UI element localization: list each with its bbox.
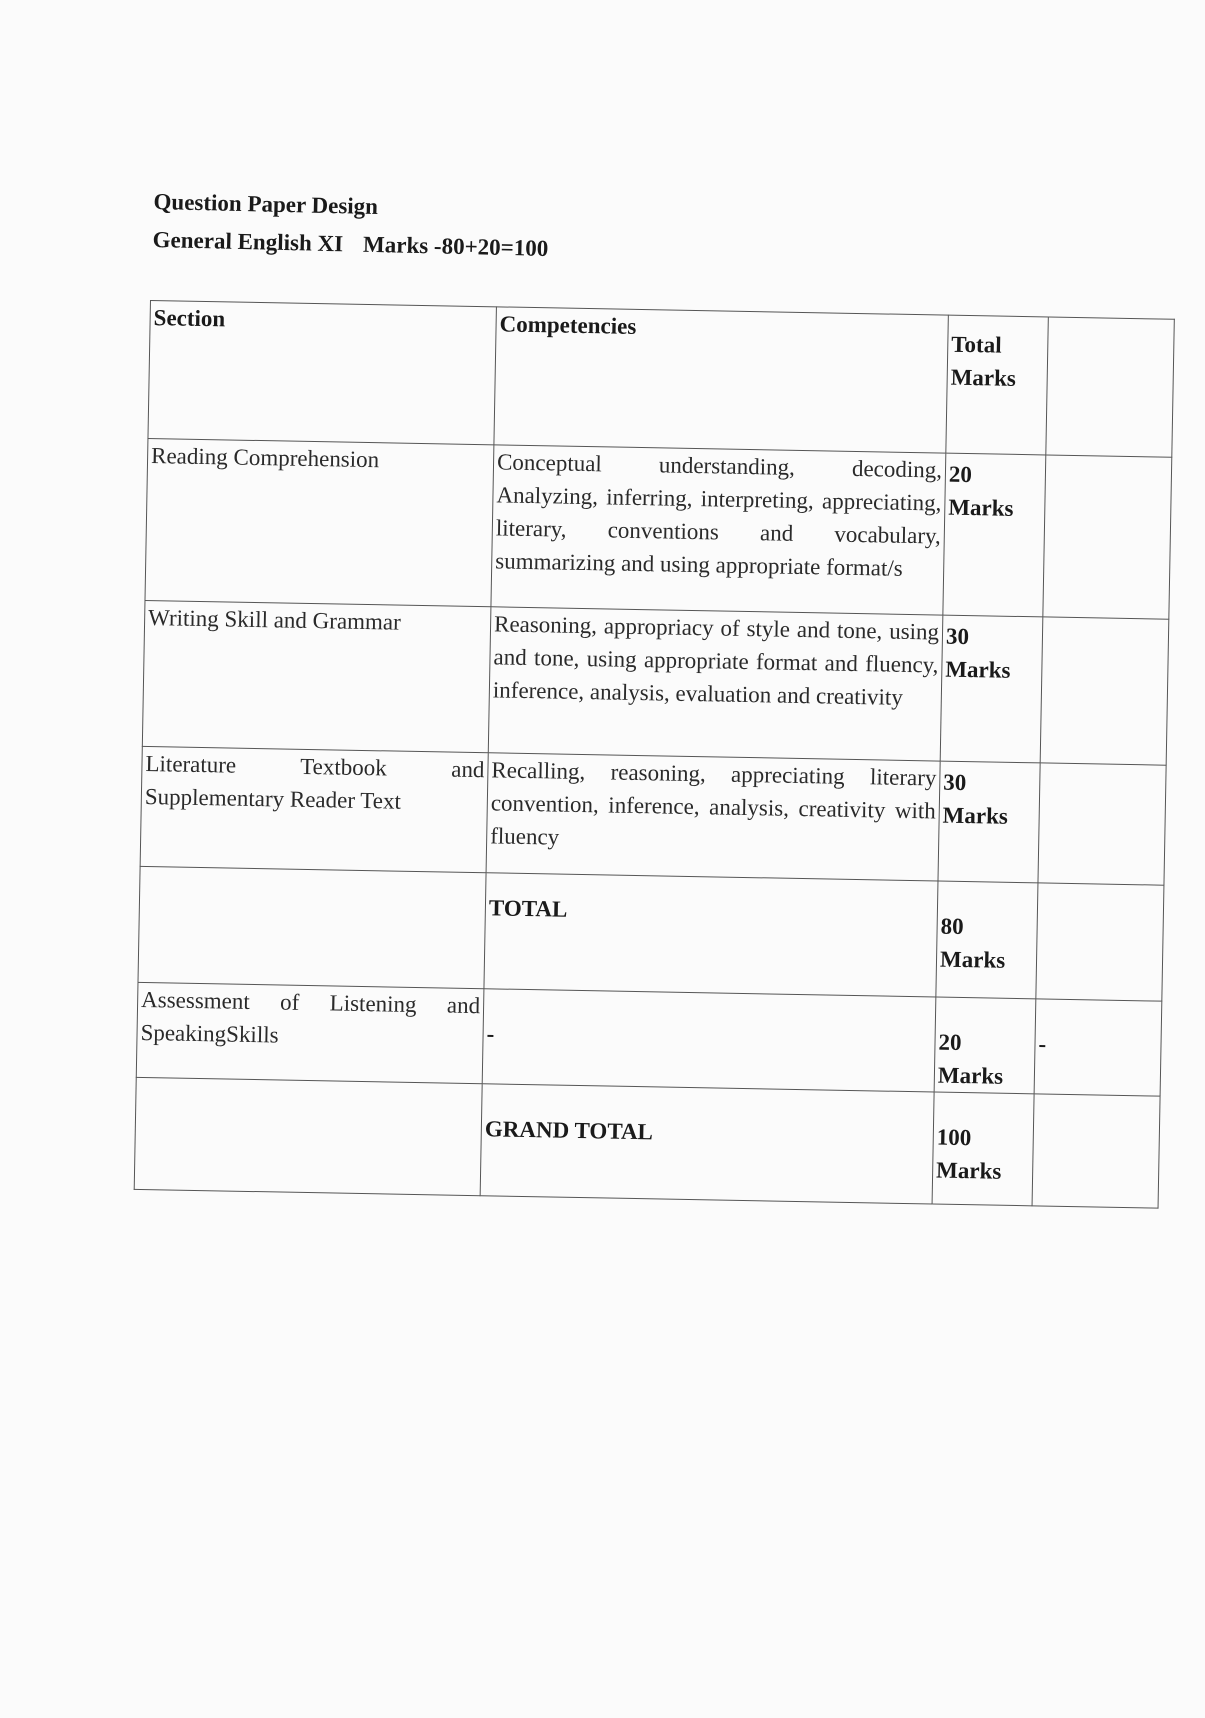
question-paper-table (134, 300, 1175, 1209)
row-grand-total-label: GRAND TOTAL (480, 1084, 934, 1204)
row-section (138, 866, 486, 988)
row-section: Reading Comprehension (145, 438, 494, 606)
row-extra (1043, 455, 1172, 619)
row-extra: - (1034, 999, 1162, 1096)
header-extra-cell (1046, 317, 1175, 457)
row-competencies: Conceptual understanding, decoding, Analyzing, inferring, interpreting, appreciating, literary, conventions and vocabulary, summarizing and using appropriate format/s (491, 445, 946, 615)
row-marks: 20 Marks (934, 997, 1036, 1094)
row-grand-total-marks: 100 Marks (932, 1092, 1034, 1206)
table-header-row (148, 301, 1174, 458)
document-title: Question Paper Design (153, 188, 379, 220)
row-section (134, 1077, 482, 1195)
row-marks: 20 Marks (943, 453, 1046, 617)
row-marks: 30 Marks (938, 761, 1040, 883)
marks-summary: Marks -80+20=100 (362, 231, 549, 261)
subject-line (152, 221, 548, 268)
table-row (142, 600, 1169, 765)
table-row (145, 438, 1172, 619)
document-heading (152, 183, 549, 268)
row-extra (1036, 883, 1164, 1001)
row-total-label: TOTAL (484, 873, 938, 997)
table-row (140, 746, 1166, 885)
row-section: Writing Skill and Grammar (142, 600, 491, 752)
header-competencies: Competencies (494, 307, 948, 453)
subject-name: General English XI (152, 226, 344, 257)
row-competencies: Recalling, reasoning, appreciating literary convention, inference, analysis, creativity with fluency (486, 753, 940, 881)
header-total-marks: Total Marks (946, 315, 1049, 455)
table-row-total (138, 866, 1164, 1001)
row-section: Literature Textbook and Supplementary Reader Text (140, 746, 488, 872)
row-extra (1038, 763, 1166, 885)
row-extra (1040, 617, 1169, 765)
row-extra (1032, 1094, 1160, 1208)
table-row (136, 982, 1162, 1096)
row-competencies: - (482, 989, 936, 1092)
row-section: Assessment of Listening and SpeakingSkills (136, 982, 484, 1083)
header-section: Section (148, 301, 496, 445)
row-marks: 30 Marks (940, 615, 1043, 763)
row-total-marks: 80 Marks (936, 881, 1038, 999)
table-row-grand-total (134, 1077, 1160, 1208)
row-competencies: Reasoning, appropriacy of style and tone, using and tone, using appropriate format and fluency, inference, analysis, evaluation and creativity (488, 607, 943, 761)
question-paper-table-wrapper (134, 300, 1175, 1209)
